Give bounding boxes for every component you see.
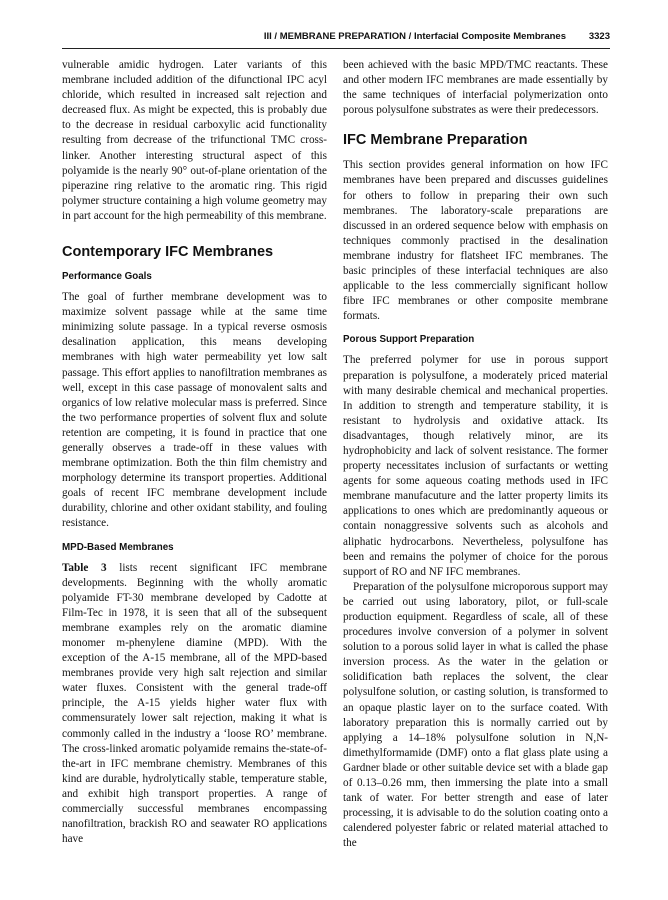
header-title: III / MEMBRANE PREPARATION / Interfacial Composite Membranes [263,31,566,42]
subheading-mpd-based: MPD-Based Membranes [62,541,174,553]
running-header [62,30,610,46]
paragraph-performance-goals: The goal of further membrane development was to maximize solvent passage while at the same time minimizing solute passage. In a typical reverse osmosis desalination application, this means developing membranes with high water permeability yet low salt passage. This effort applies to nanofiltration membranes as well, except in this case passage of monovalent salts and organics of low relative molecular mass is preferred. Since the two performance properties of solvent flux and solute retention are competing, it is found in practice that one generally observes a trade-off in these values with membrane optimization. Both the thin film chemistry and morphology determine its transport properties. Additional goals of recent IFC membrane development include durability, chlorine and other oxidant stability, and fouling resistance. [62,291,327,530]
paragraph-porous-support-1: The preferred polymer for use in porous support preparation is polysulfone, a moderately priced material with many desirable chemical and mechanical properties. In addition to strength and temperature stability, it is resistant to hydrolysis and oxidative attack. Its disadvantages, though relatively minor, are its hydrophobicity and lack of solvent resistance. The former property necessitates inclusion of surfactants or wetting agents for some aqueous coating methods used in IFC membrane manufacuture and the latter property limits its applications to ones which are predominantly aqueous or contain nonaggressive solvents such as alcohols and aliphatic hydrocarbons. Nevertheless, polysulfone has been and remains the polymer of choice for the porous support of RO and NF IFC membranes. [343,354,608,578]
section-heading-preparation: IFC Membrane Preparation [343,132,528,149]
subheading-performance-goals: Performance Goals [62,271,152,283]
right-column [343,58,608,852]
paragraph-continued: been achieved with the basic MPD/TMC reactants. These and other modern IFC membranes are made essentially by the same techniques of interfacial polymerization onto porous polysulfone substrates as were their predecessors. [343,59,608,117]
left-column [62,58,327,847]
paragraph-preparation: This section provides general information on how IFC membranes have been prepared and discusses guidelines for others to follow in preparing their own such membranes. The laboratory-scale preparations are discussed in an ordered sequence below with emphasis on techniques commonly practised in the desalination membrane industry for flatsheet IFC membranes. The basic principles of these interfacial techniques are also applicable to the less commercially significant hollow fibre IFC membranes or other composite membrane formats. [343,159,608,323]
subheading-porous-support: Porous Support Preparation [343,334,475,346]
table-reference-link[interactable]: Table 3 [62,561,107,574]
paragraph-mpd-based [62,561,327,848]
page-number: 3323 [588,31,610,42]
paragraph-porous-support-2: Preparation of the polysulfone microporous support may be carried out using laboratory, pilot, or full-scale production equipment. Regardless of scale, all of these procedures involve conversion of a polymer in solvent solution to a porous solid layer in what is called the phase inversion process. As the water in the gelation or solidification bath replaces the solvent, the clear polysulfone solution, or casting solution, is transformed to an opaque plastic layer on to the surface coated. With laboratory preparation this is normally carried out by applying a 14–18% polysulfone solution in N,N-dimethylformamide (DMF) onto a flat glass plate using a Gardner blade or other suitable device set with a blade gap of 0.13–0.26 mm, then immersing the plate into a small tank of water. For better strength and ease of later processing, it is advisable to do the solution coating onto a calendered polyester fabric or related material attached to the [343,580,608,850]
header-rule [62,48,610,49]
section-heading-contemporary: Contemporary IFC Membranes [62,244,274,261]
paragraph-intro: vulnerable amidic hydrogen. Later variants of this membrane included addition of the difunctional IPC acyl chloride, which resulted in increased salt rejection and decreased flux. As might be expected, this is probably due to the decrease in residual carboxylic acid functionality resulting from decrease of the trifunctional TMC cross-linker. Another interesting structural aspect of this polyamide is the nearly 90° out-of-plane orientation of the piperazine ring relative to the aromatic ring. This rigid polymer structure containing a high volume geometry may in part account for the high permeability of this membrane. [62,59,327,222]
paragraph-mpd-text: lists recent significant IFC membrane developments. Beginning with the wholly aromatic polyamide FT-30 membrane developed by Cadotte at Film-Tec in 1978, it is seen that all of the subsequent membrane examples rely on the aromatic diamine monomer m-phenylene diamine (MPD). With the exception of the A-15 membrane, all of the MPD-based membranes provide very high salt rejection and similar water fluxes. Consistent with the general trade-off principle, the A-15 yields higher water flux with commensurately lower salt rejection, making it what is commonly called in the industry a ‘loose RO’ membrane. The cross-linked aromatic polyamide remains the-state-of-the-art in IFC membrane chemistry. Membranes of this kind are durable, hydrolytically stable, temperature stable, and exhibit high transport properties. A range of commercially successful membranes encompassing nanofiltration, brackish RO and seawater RO applications have [62,561,327,846]
